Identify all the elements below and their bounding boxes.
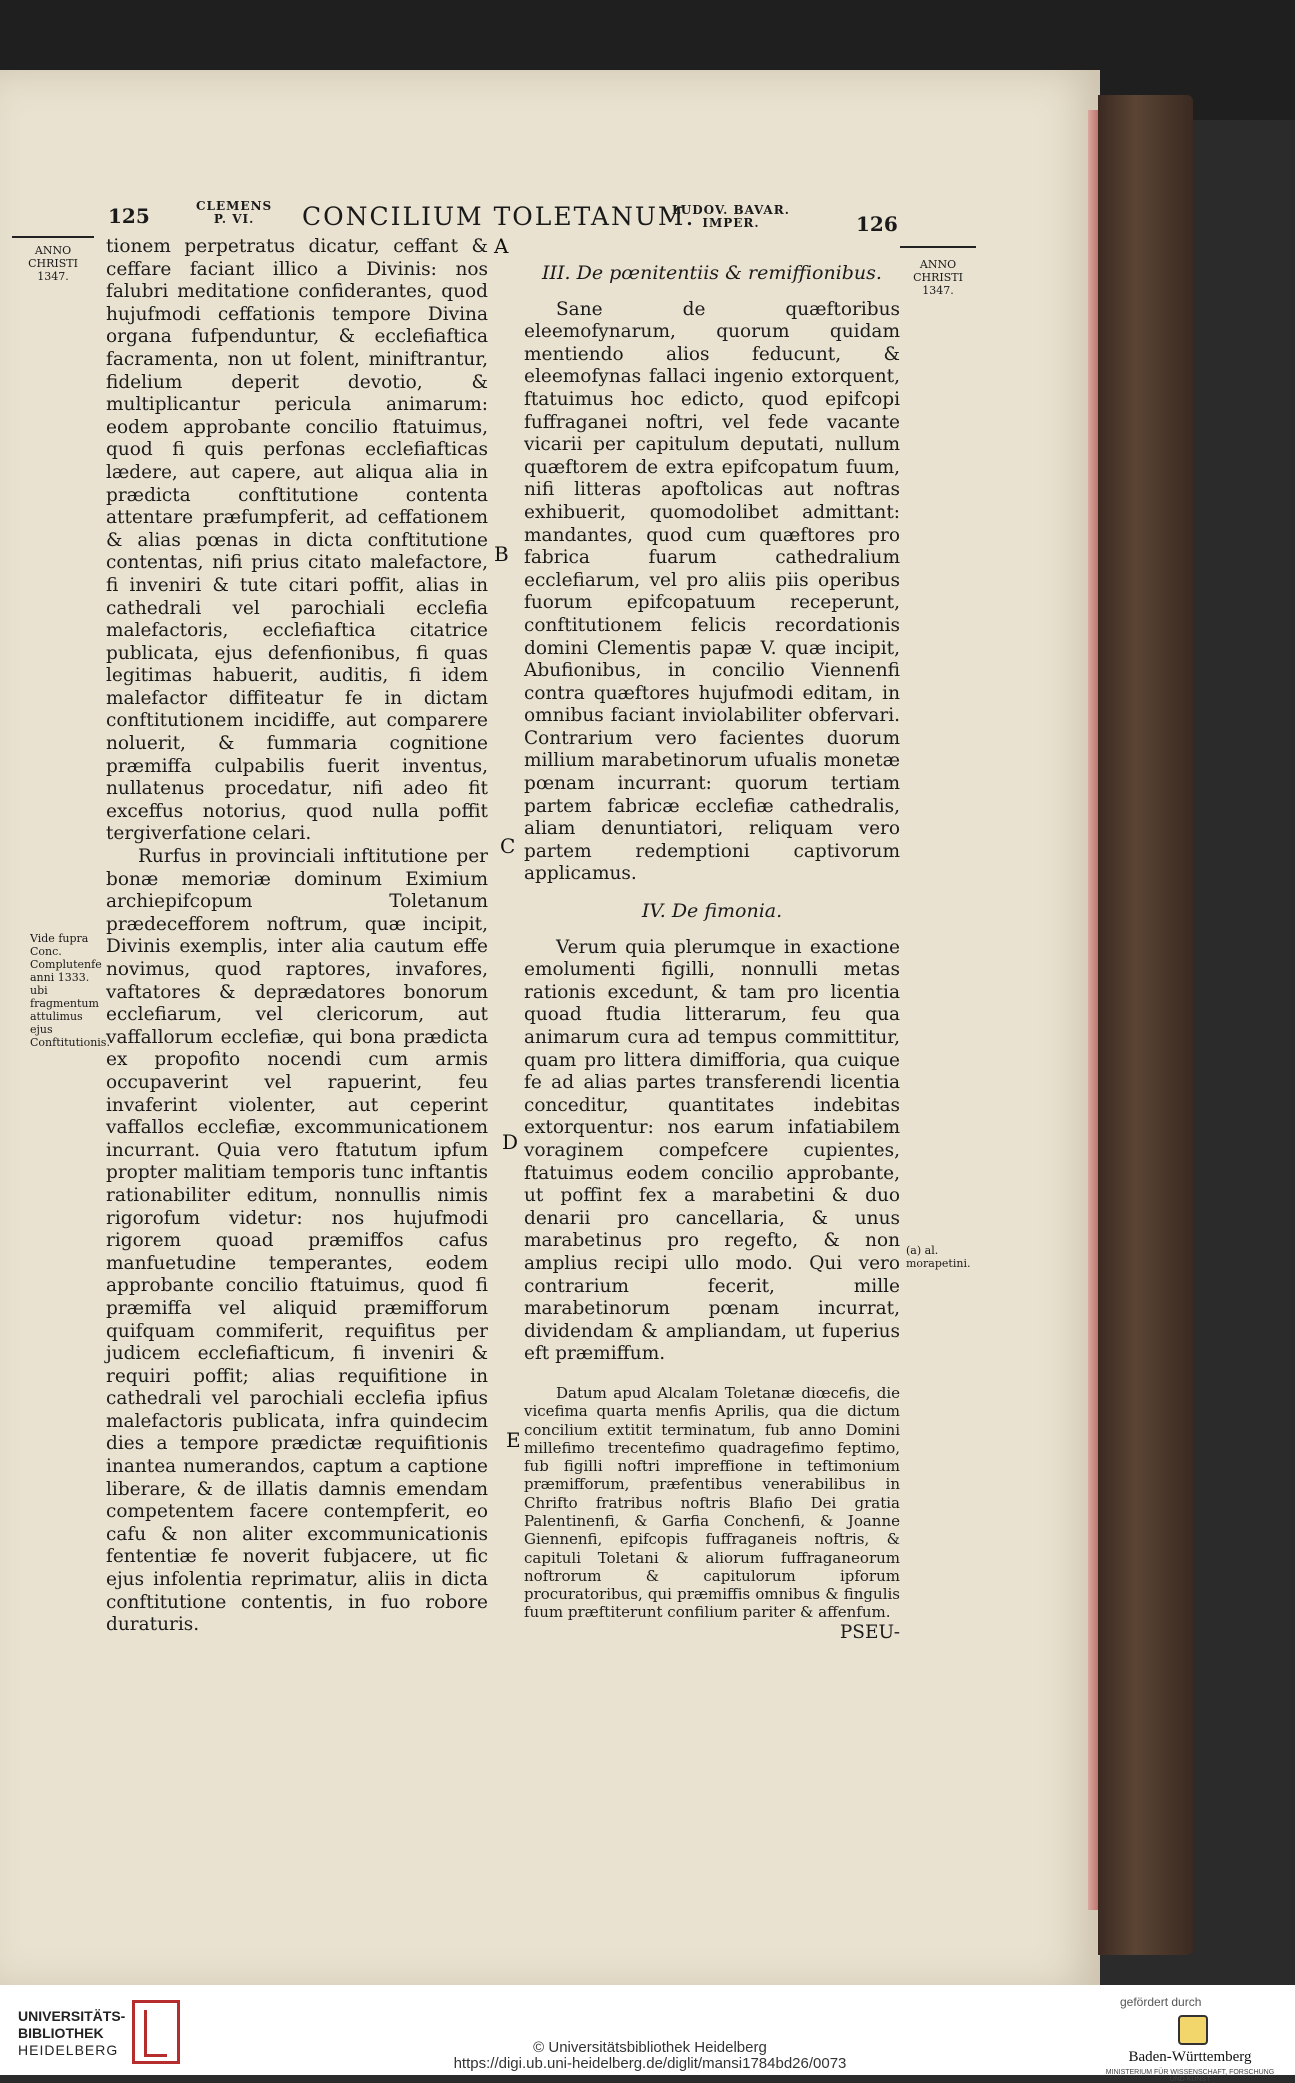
year-label: 1347.	[922, 284, 954, 297]
margin-year-left	[14, 244, 92, 283]
left-paragraph-1: tionem perpetratus dicatur, ceffant & ceffare faciant illico a Divinis: nos falubri meditatione confiderantes, quod hujufmodi ceffationis tempore Divina organa fufpenduntur, & ecclefiaftica facramenta, non ut folent, miniftrantur, fidelium deperit devotio, & multiplicantur pericula animarum: eodem approbante concilio ftatuimus, quod fi quis perfonas ecclefiafticas lædere, aut capere, aut aliqua alia in prædicta conftitutione contenta attentare præfumpferit, ad ceffationem & alias pœnas in dicta conftitutione contentas, nifi prius citato malefactore, fi inveniri & tute citari poffit, alias in cathedrali vel parochiali ecclefia malefactoris, ecclefiaftica citatrice publicata, ejus defenfionibus, fi quas legitimas habuerit, auditis, fi idem malefactor diffiteatur fe in dictam conftitutionem incidiffe, aut comparere noluerit, & fummaria cognitione præmiffa culpabilis fuerit inventus, nullatenus procedatur, nifi adeo fit exceffus notorius, quod nulla poffit tergiverfatione celari.	[106, 236, 488, 845]
library-logo-mark	[144, 2010, 167, 2057]
christi-label: CHRISTI	[913, 271, 963, 284]
state-name: Baden-Württemberg	[1128, 2049, 1252, 2065]
section-letter-e: E	[506, 1428, 521, 1452]
library-line-2: BIBLIOTHEK	[18, 2025, 104, 2041]
section-letter-c: C	[500, 834, 516, 858]
anno-label: ANNO	[919, 258, 957, 271]
margin-year-right	[896, 258, 980, 297]
margin-rule-right	[900, 246, 976, 248]
catchword: PSEU-	[839, 1621, 900, 1643]
section-heading-4: IV. De fimonia.	[641, 900, 783, 923]
left-column	[106, 236, 488, 1637]
funder-block	[1100, 1995, 1280, 2083]
right-column	[524, 262, 900, 1644]
library-line-3: HEIDELBERG	[18, 2042, 119, 2058]
copyright-text: © Universitätsbibliothek Heidelberg	[533, 2039, 767, 2056]
christi-label: CHRISTI	[28, 257, 78, 270]
page-number-right: 126	[856, 212, 898, 236]
pope-number: P. VI.	[213, 212, 255, 226]
page-number-left: 125	[108, 204, 150, 228]
header-pope	[196, 200, 272, 226]
right-paragraph-1: Sane de quæftoribus eleemofynarum, quorum quidam mentiendo alios feducunt, & eleemofynas fallaci ingenio extorquent, ftatuimus hoc edicto, quod epifcopi fuffraganei noftri, vel fede vacante vicarii per capitulum deputati, nullum quæftorem de extra epifcopatum fuum, nifi litteras apoftolicas aut noftras exhibuerit, quomodolibet admittant: mandantes, quod cum quæftores pro fabrica fuarum cathedralium ecclefiarum, vel pro aliis piis operibus fuorum epifcopatuum receperunt, conftitutionem felicis recordationis domini Clementis papæ V. quæ incipit, Abufionibus, in concilio Viennenfi contra quæftores hujufmodi editam, in omnibus faciant inviolabiliter obfervari. Contrarium vero facientes duorum millium marabetinorum ufualis monetæ pœnam incurrant: quorum tertiam partem fabricæ ecclefiæ cathedralis, aliam denuntiatori, reliquam vero partem redemptioni captivorum applicamus.	[524, 298, 900, 885]
state-coat-of-arms-icon	[1178, 2015, 1208, 2045]
library-line-1: UNIVERSITÄTS-	[18, 2008, 126, 2024]
running-title: CONCILIUM TOLETANUM.	[302, 202, 696, 231]
emperor-name: LUDOV. BAVAR.	[672, 203, 790, 217]
anno-label: ANNO	[34, 244, 72, 257]
section-heading-3: III. De pœnitentiis & remiffionibus.	[542, 262, 882, 284]
section-letter-a: A	[494, 234, 509, 258]
book-cover	[1098, 95, 1193, 1955]
emperor-title: IMPER.	[702, 216, 760, 230]
library-logo-text	[18, 2008, 130, 2059]
right-paragraph-2: Verum quia plerumque in exactione emolumenti figilli, nonnulli metas rationis excedunt, & tam pro licentia quoad ftudia litterarum, feu qua animarum cura ad tempus committitur, quam pro littera dimifforia, qua cuique fe ad alias partes transferendi licentia conceditur, quantitates indebitas extorquentur: nos earum infatiabilem voraginem compefcere cupientes, ftatuimus eodem concilio approbante, ut poffint fex a marabetini & duo denarii pro cancellaria, & unus marabetinus pro regefto, & non amplius recipi ullo modo. Qui vero contrarium fecerit, mille marabetinorum pœnam incurrat, dividendam & ampliandam, ut fuperius eft præmiffum.	[524, 936, 900, 1365]
section-letter-d: D	[502, 1130, 519, 1154]
pope-name: CLEMENS	[196, 199, 273, 213]
margin-note-left: Vide fupra Conc. Complutenfe anni 1333. ubi fragmentum attulimus ejus Conftitutionis.	[30, 932, 110, 1049]
year-label: 1347.	[37, 270, 69, 283]
funded-by-label: gefördert durch	[1120, 1995, 1202, 2009]
footnote-right: (a) al. morapetini.	[906, 1244, 971, 1270]
right-paragraph-3: Datum apud Alcalam Toletanæ diœcefis, die vicefima quarta menfis Aprilis, qua die dictum concilium extitit terminatum, fub anno Domini millefimo trecentefimo quadragefimo feptimo, fub figilli noftri impreffione in teftimonium præmifforum, præfentibus venerabilibus in Chrifto fratribus noftris Blafio Dei gratia Palentinenfi, & Garfia Conchenfi, & Joanne Giennenfi, epifcopis fuffraganeis noftris, & capituli Toletani & aliorum fuffraganeorum noftrorum & capitulorum ipforum procuratoribus, qui præmiffis omnibus & fingulis fuum præftiterunt confilium pariter & affenfum.	[524, 1383, 900, 1622]
left-paragraph-2: Rurfus in provinciali inftitutione per bonæ memoriæ dominum Eximium archiepifcopum Toletanum prædecefforem noftrum, quæ incipit, Divinis exemplis, inter alia cautum effe novimus, quod raptores, invafores, vaftatores & deprædatores bonorum ecclefiarum, vel clericorum, aut vaffallorum ecclefiæ, qui bona prædicta ex propofito nocendi cum armis occupaverint vel rapuerint, feu invaferint violenter, aut ceperint vaffallos ecclefiæ, excommunicationem incurrant. Quia vero ftatutum ipfum propter malitiam temporis tunc inftantis rationabiliter editum, nonnullis nimis rigorofum videtur: nos hujufmodi rigorem quoad præmiffos cafus manfuetudine temperantes, eodem approbante concilio ftatuimus, quod fi præmiffa vel aliquid præmifforum quifquam commiferit, requifitus per judicem ecclefiafticum, fi inveniri & requiri poffit; alias requifitione in cathedrali vel parochiali ecclefia ipfius malefactoris publicata, infra quindecim dies a tempore prædictæ requifitionis inantea numerandos, captum a captione liberare, & de illatis damnis emendam competentem facere contempferit, eo cafu & non aliter excommunicationis fententiæ fe noverit fubjacere, ut fic ejus infolentia reprimatur, aliis in dicta conftitutione contentis, in fuo robore duraturis.	[106, 846, 488, 1636]
section-letter-b: B	[494, 542, 509, 566]
margin-rule-left	[12, 236, 94, 238]
header-emperor	[672, 204, 790, 230]
ministry-name: MINISTERIUM FÜR WISSENSCHAFT, FORSCHUNG UND KUNST	[1105, 2069, 1275, 2083]
copyright-block	[420, 2040, 880, 2072]
permalink-url[interactable]: https://digi.ub.uni-heidelberg.de/diglit/mansi1784bd26/0073	[453, 2055, 847, 2072]
